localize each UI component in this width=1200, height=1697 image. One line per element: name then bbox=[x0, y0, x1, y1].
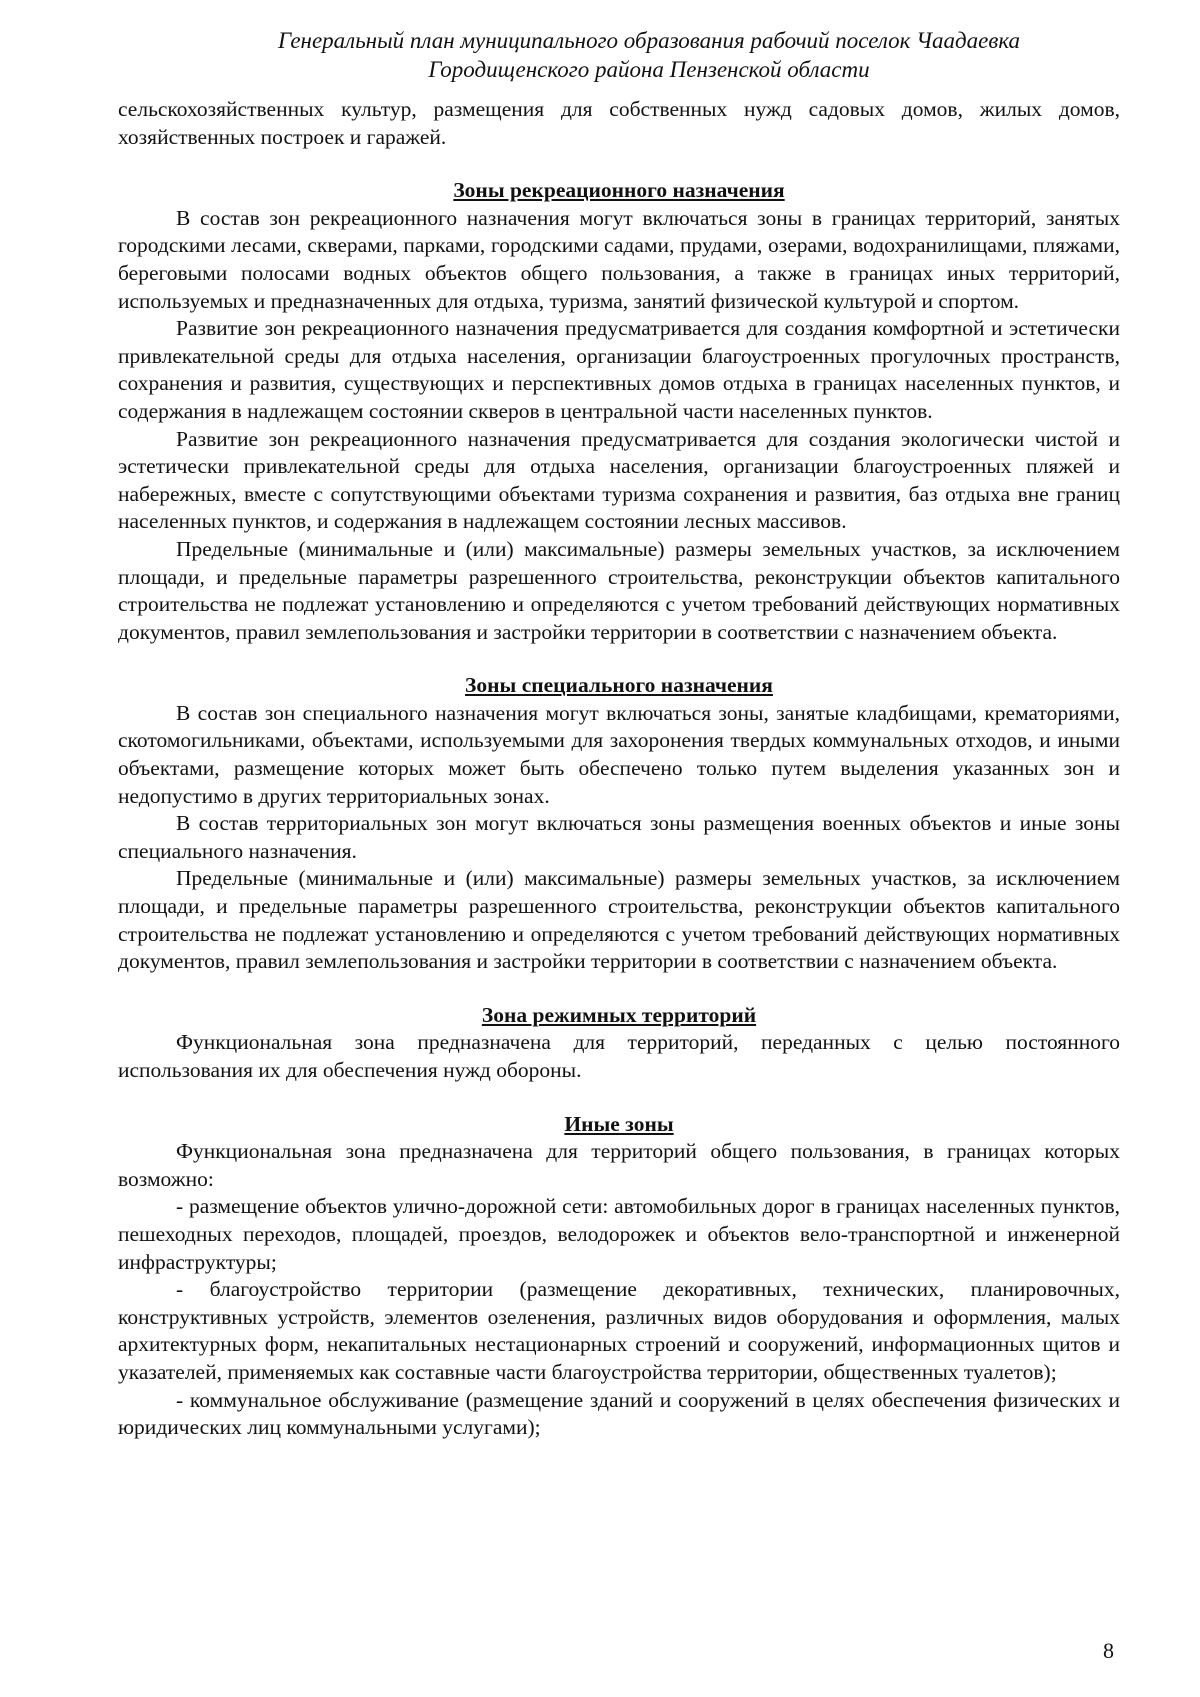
special-paragraph-3: Предельные (минимальные и (или) максимальные) размеры земельных участков, за исключением площади, и предельные параметры разрешенного строительства, реконструкции объектов капитального строительства не подлежат установлению и определяются с учетом требований действующих нормативных документов, правил землепользования и застройки территории в соответствии с назначением объекта. bbox=[118, 866, 1120, 974]
recreational-paragraph-2: Развитие зон рекреационного назначения предусматривается для создания комфортной и эстетически привлекательной среды для отдыха населения, организации благоустроенных прогулочных пространств, сохранения и развития, существующих и перспективных домов отдыха в границах населенных пунктов, и содержания в надлежащем состоянии скверов в центральной части населенных пунктов. bbox=[118, 316, 1120, 423]
section-heading-regime: Зона режимных территорий bbox=[481, 1002, 757, 1027]
recreational-paragraph-4: Предельные (минимальные и (или) максимальные) размеры земельных участков, за исключением площади, и предельные параметры разрешенного строительства, реконструкции объектов капитального строительства не подлежат установлению и определяются с учетом требований действующих нормативных документов, правил землепользования и застройки территории в соответствии с назначением объекта. bbox=[118, 536, 1120, 644]
special-paragraph-1: В состав зон специального назначения могут включаться зоны, занятые кладбищами, крематориями, скотомогильниками, объектами, используемыми для захоронения твердых коммунальных отходов, и иными объектами, размещение которых может быть обеспечено только путем выделения указанных зон и недопустимо в других территориальных зонах. bbox=[118, 700, 1120, 808]
regime-paragraph-1: Функциональная зона предназначена для территорий, переданных с целью постоянного использования их для обеспечения нужд обороны. bbox=[118, 1030, 1120, 1082]
special-paragraph-2: В состав территориальных зон могут включаться зоны размещения военных объектов и иные зоны специального назначения. bbox=[118, 811, 1120, 863]
other-paragraph-1: Функциональная зона предназначена для территорий общего пользования, в границах которых возможно: bbox=[118, 1139, 1120, 1191]
recreational-paragraph-3: Развитие зон рекреационного назначения предусматривается для создания экологически чистой и эстетически привлекательной среды для отдыха населения, организации благоустроенных пляжей и набережных, вместе с сопутствующими объектами туризма сохранения и развития, баз отдыха вне границ населенных пунктов, и содержания в надлежащем состоянии лесных массивов. bbox=[118, 426, 1120, 534]
running-header-line-1: Генеральный план муниципального образования рабочий поселок Чаадаевка bbox=[277, 28, 1021, 53]
running-header-line-2: Городищенского района Пензенской области bbox=[428, 57, 870, 82]
other-list-item-2: - благоустройство территории (размещение декоративных, технических, планировочных, конструктивных устройств, элементов озеленения, различных видов оборудования и оформления, малых архитектурных форм, некапитальных нестационарных строений и сооружений, информационных щитов и указателей, применяемых как составные части благоустройства территории, общественных туалетов); bbox=[118, 1277, 1120, 1384]
document-page bbox=[118, 26, 1120, 1442]
recreational-paragraph-1: В состав зон рекреационного назначения могут включаться зоны в границах территорий, занятых городскими лесами, скверами, парками, городскими садами, прудами, озерами, водохранилищами, пляжами, береговыми полосами водных объектов общего пользования, а также в границах иных территорий, используемых и предназначенных для отдыха, туризма, занятий физической культурой и спортом. bbox=[118, 205, 1120, 313]
section-heading-other: Иные зоны bbox=[564, 1111, 674, 1136]
intro-paragraph: сельскохозяйственных культур, размещения для собственных нужд садовых домов, жилых домов, хозяйственных построек и гаражей. bbox=[118, 97, 1120, 149]
section-heading-recreational: Зоны рекреационного назначения bbox=[453, 178, 785, 203]
running-header bbox=[118, 26, 1120, 84]
other-list-item-1: - размещение объектов улично-дорожной сети: автомобильных дорог в границах населенных пунктов, пешеходных переходов, площадей, проездов, велодорожек и объектов вело-транспортной и инженерной инфраструктуры; bbox=[118, 1194, 1120, 1274]
page-number: 8 bbox=[1103, 1638, 1114, 1663]
other-list-item-3: - коммунальное обслуживание (размещение зданий и сооружений в целях обеспечения физических и юридических лиц коммунальными услугами); bbox=[118, 1387, 1120, 1440]
section-heading-special: Зоны специального назначения bbox=[465, 673, 773, 698]
